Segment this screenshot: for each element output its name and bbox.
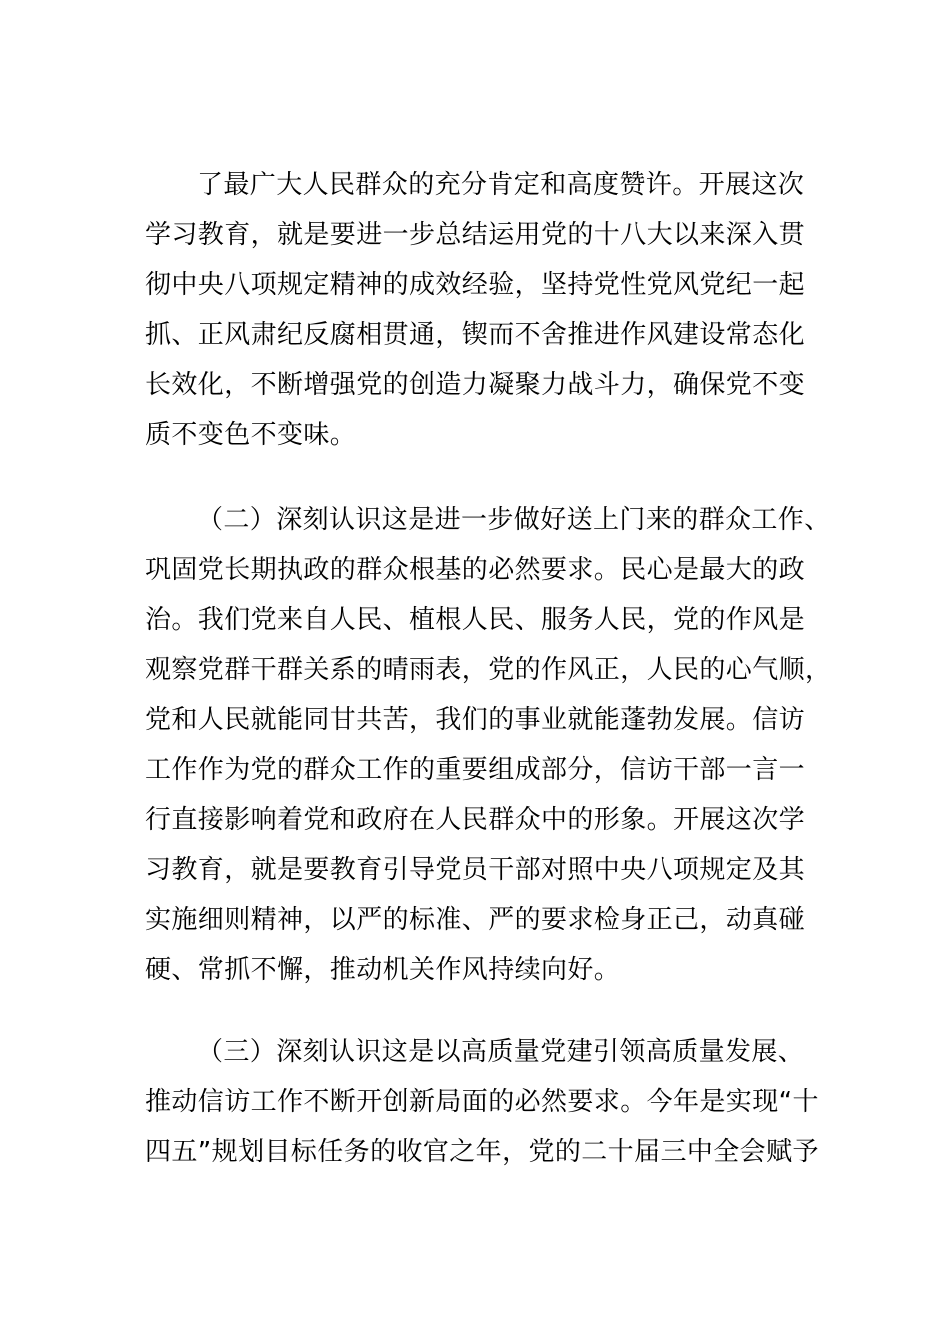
text-line: 治。我们党来自人民、植根人民、服务人民，党的作风是 (145, 605, 806, 635)
text-line: 学习教育，就是要进一步总结运用党的十八大以来深入贯 (145, 220, 806, 250)
text-line: 习教育，就是要教育引导党员干部对照中央八项规定及其 (145, 855, 806, 885)
text-line: 实施细则精神，以严的标准、严的要求检身正己，动真碰 (145, 905, 806, 935)
text-line: 观察党群干群关系的晴雨表，党的作风正，人民的心气顺， (145, 655, 832, 685)
text-line: 抓、正风肃纪反腐相贯通，锲而不舍推进作风建设常态化 (145, 320, 806, 350)
text-line: 四五”规划目标任务的收官之年，党的二十届三中全会赋予 (145, 1137, 819, 1167)
text-line: 推动信访工作不断开创新局面的必然要求。今年是实现“十 (145, 1087, 819, 1117)
text-line: （二）深刻认识这是进一步做好送上门来的群众工作、 (197, 505, 831, 535)
paragraph-1 (145, 160, 810, 460)
text-line: 巩固党长期执政的群众根基的必然要求。民心是最大的政 (145, 555, 806, 585)
text-line: 工作作为党的群众工作的重要组成部分，信访干部一言一 (145, 755, 806, 785)
paragraph-2 (145, 495, 832, 995)
text-line: 彻中央八项规定精神的成效经验，坚持党性党风党纪一起 (145, 270, 806, 300)
paragraph-3 (145, 1027, 819, 1177)
text-line: 长效化，不断增强党的创造力凝聚力战斗力，确保党不变 (145, 370, 806, 400)
text-line: 了最广大人民群众的充分肯定和高度赞许。开展这次 (197, 170, 805, 200)
text-line: 质不变色不变味。 (145, 420, 357, 450)
text-line: 行直接影响着党和政府在人民群众中的形象。开展这次学 (145, 805, 806, 835)
text-line: 党和人民就能同甘共苦，我们的事业就能蓬勃发展。信访 (145, 705, 806, 735)
text-line: （三）深刻认识这是以高质量党建引领高质量发展、 (197, 1037, 805, 1067)
text-line: 硬、常抓不懈，推动机关作风持续向好。 (145, 955, 621, 985)
